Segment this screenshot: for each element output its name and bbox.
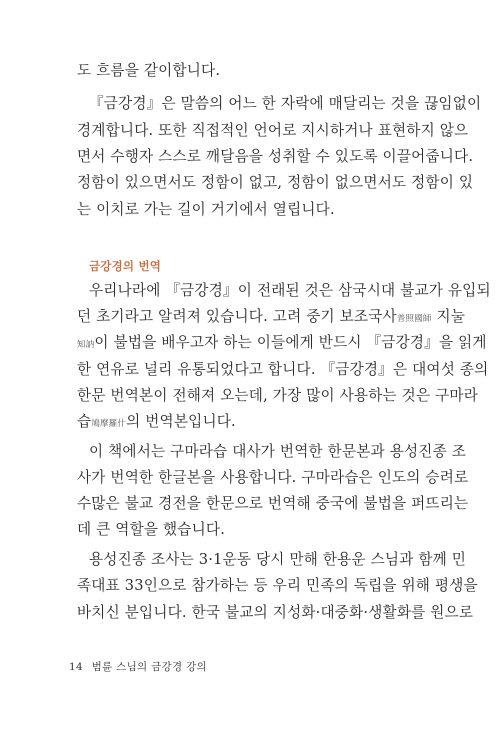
body-text-line: 수많은 불교 경전을 한문으로 번역해 중국에 불법을 퍼뜨리는 (77, 495, 469, 512)
body-text-line (77, 333, 487, 355)
text-segment: 의 번역본입니다. (126, 413, 236, 430)
body-text-line: 정함이 있으면서도 정함이 없고, 정함이 없으면서도 정함이 있 (77, 174, 474, 191)
body-text-line: 는 이치로 가는 길이 거기에서 열립니다. (77, 201, 335, 218)
hanja-annotation: 普照國師 (396, 314, 432, 324)
page-number: 14 (69, 661, 83, 673)
body-text-line: 도 흐름을 같이합니다. (77, 62, 221, 79)
body-text-line: 우리나라에 『금강경』이 전래된 것은 삼국시대 불교가 유입되 (89, 282, 491, 299)
page-footer (69, 659, 207, 674)
text-segment: 습 (77, 413, 92, 430)
body-text-line: 한 연유로 널리 유통되었다고 합니다. 『금강경』은 대여섯 종의 (77, 361, 489, 378)
body-text-line: 경계합니다. 또한 직접적인 언어로 지시하거나 표현하지 않으 (77, 122, 469, 139)
body-text-line: 한문 번역본이 전해져 오는데, 가장 많이 사용하는 것은 구마라 (77, 387, 478, 404)
hanja-annotation: 鳩摩羅什 (91, 419, 127, 429)
body-text-line (77, 412, 433, 434)
section-heading: 금강경의 번역 (89, 259, 162, 273)
body-text-line: 이 책에서는 구마라습 대사가 번역한 한문본과 용성진종 조 (89, 443, 467, 460)
body-text-line (77, 307, 466, 329)
body-text-line: 용성진종 조사는 3·1운동 당시 만해 한용운 스님과 함께 민 (89, 551, 467, 568)
body-text-line: 『금강경』은 말씀의 어느 한 자락에 매달리는 것을 끊임없이 (89, 95, 482, 112)
body-text-line: 사가 번역한 한글본을 사용합니다. 구마라습은 인도의 승려로 (77, 469, 469, 486)
body-text-line: 바치신 분입니다. 한국 불교의 지성화·대중화·생활화를 원으로 (77, 604, 474, 621)
hanja-annotation: 知訥 (77, 340, 95, 350)
text-segment: 던 초기라고 알려져 있습니다. 고려 중기 보조국사 (77, 308, 397, 325)
text-segment: 이 불법을 배우고자 하는 이들에게 반드시 『금강경』을 읽게 (94, 334, 487, 351)
text-segment: 지눌 (431, 308, 466, 325)
body-text-line: 면서 수행자 스스로 깨달음을 성취할 수 있도록 이끌어줍니다. (77, 148, 474, 165)
body-text-line: 족대표 33인으로 참가하는 등 우리 민족의 독립을 위해 평생을 (77, 577, 478, 594)
running-title: 범륜 스님의 금강경 강의 (91, 661, 207, 673)
body-text-line: 데 큰 역할을 했습니다. (77, 521, 226, 538)
